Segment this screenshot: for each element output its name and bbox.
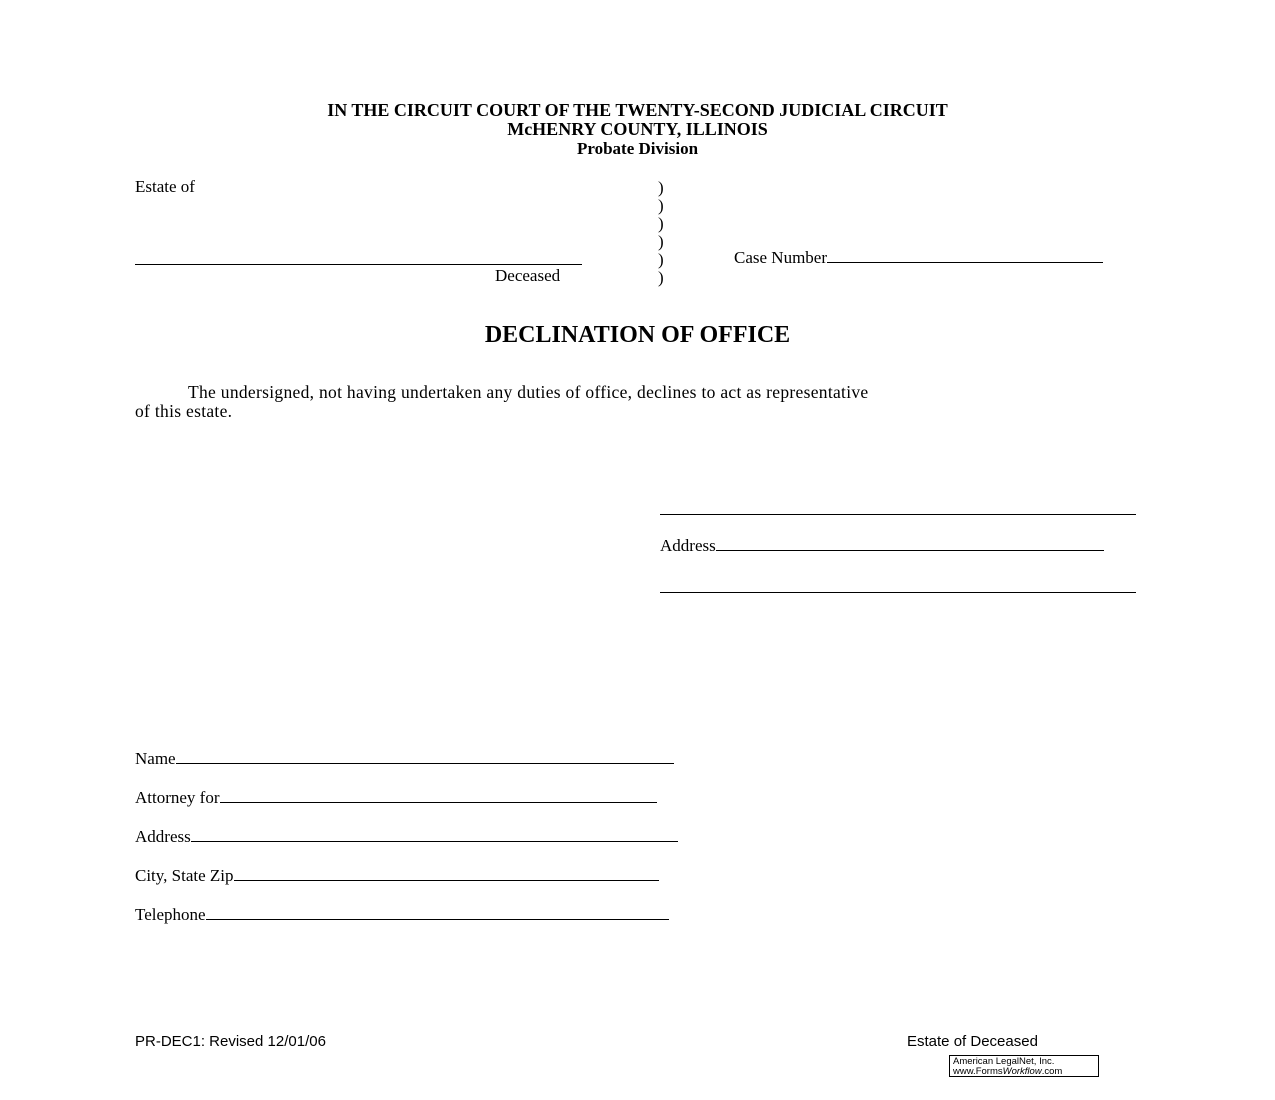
attorney-address-label: Address [135, 827, 191, 846]
attorney-name-label: Name [135, 749, 176, 768]
division-heading: Probate Division [576, 139, 699, 158]
signer-address-field[interactable] [716, 536, 1104, 551]
caption-paren: ) [658, 178, 664, 197]
caption-paren: ) [658, 268, 664, 287]
case-number-label: Case Number [734, 248, 828, 267]
signer-address-row [660, 536, 1104, 556]
attorney-name-row [135, 749, 674, 769]
publisher-badge [949, 1055, 1099, 1077]
estate-of-label: Estate of [135, 177, 195, 196]
badge-prefix: www.Forms [953, 1066, 1003, 1077]
caption-paren: ) [658, 250, 664, 269]
court-heading: IN THE CIRCUIT COURT OF THE TWENTY-SECOND JUDICIAL CIRCUIT [327, 100, 948, 120]
telephone-field[interactable] [206, 905, 669, 920]
case-number-row [734, 248, 1103, 268]
telephone-label: Telephone [135, 905, 206, 924]
signature-field[interactable] [660, 500, 1136, 515]
caption-paren: ) [658, 214, 664, 233]
body-text-line1: The undersigned, not having undertaken any duties of office, declines to act as representative [188, 382, 869, 402]
badge-line2 [953, 1067, 1098, 1077]
case-number-field[interactable] [827, 248, 1103, 263]
signer-address-label: Address [660, 536, 716, 555]
city-state-zip-row [135, 866, 659, 886]
city-state-zip-field[interactable] [234, 866, 659, 881]
form-id: PR-DEC1: Revised 12/01/06 [135, 1033, 326, 1050]
deceased-label: Deceased [495, 266, 561, 285]
attorney-address-field[interactable] [191, 827, 678, 842]
attorney-address-row [135, 827, 678, 847]
document-title: DECLINATION OF OFFICE [484, 322, 791, 348]
badge-italic: Workflow [1002, 1066, 1042, 1077]
attorney-name-field[interactable] [176, 749, 674, 764]
footer-estate-label: Estate of Deceased [907, 1033, 1038, 1050]
signer-address-field-2[interactable] [660, 578, 1136, 593]
county-heading: McHENRY COUNTY, ILLINOIS [507, 119, 768, 139]
decedent-name-field[interactable] [135, 250, 582, 265]
city-state-zip-label: City, State Zip [135, 866, 234, 885]
caption-paren: ) [658, 232, 664, 251]
telephone-row [135, 905, 669, 925]
badge-line1: American LegalNet, Inc. [953, 1056, 1055, 1067]
attorney-for-field[interactable] [220, 788, 657, 803]
caption-paren: ) [658, 196, 664, 215]
attorney-for-row [135, 788, 657, 808]
badge-suffix: .com [1041, 1066, 1063, 1077]
attorney-for-label: Attorney for [135, 788, 220, 807]
body-text-line2: of this estate. [135, 401, 233, 421]
